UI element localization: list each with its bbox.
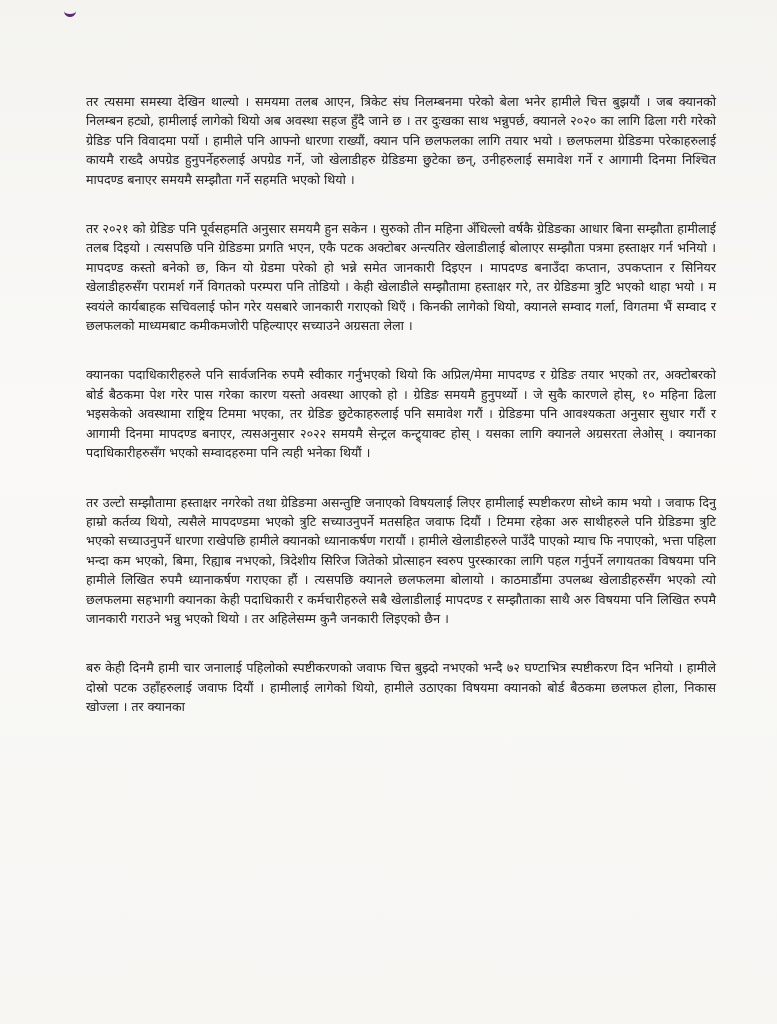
- paragraph-3: क्यानका पदाधिकारीहरुले पनि सार्वजनिक रुपमै स्वीकार गर्नुभएको थियो कि अप्रिल/मेमा मापदण्ड र ग्रेडिङ तयार भएको तर, अक्टोबरको बोर्ड बैठकमा पेश गरेर पास गरेका कारण यस्तो अवस्था आएको हो । ग्रेडिङ समयमै हुनुपर्थ्यो । जे सुकै कारणले होस्, १० महिना ढिला भइसकेको अवस्थामा राष्ट्रिय टिममा भएका, तर ग्रेडिङ छुटेकाहरुलाई पनि समावेश गरौं । ग्रेडिङमा पनि आवश्यकता अनुसार सुधार गरौं र आगामी दिनमा मापदण्ड बनाएर, त्यसअनुसार २०२२ समयमै सेन्ट्रल कन्ट्र्याक्ट होस् । यसका लागि क्यानले अग्रसरता लेओस् । क्यानका पदाधिकारीहरुसँग भएको सम्वादहरुमा पनि त्यही भनेका थियौं ।: [86, 367, 716, 461]
- paragraph-1: तर त्यसमा समस्या देखिन थाल्यो । समयमा तलब आएन, त्रिकेट संघ निलम्बनमा परेको बेला भनेर हामीले चित्त बुझयौं । जब क्यानको निलम्बन हट्यो, हामीलाई लागेको थियो अब अवस्था सहज हुँदै जाने छ । तर दुःखका साथ भन्नुपर्छ, क्यानले २०२० का लागि ढिला गरी गरेको ग्रेडिङ पनि विवादमा पर्यो । हामीले पनि आफ्नो धारणा राख्यौं, क्यान पनि छलफलका लागि तयार भयो । छलफलमा ग्रेडिङमा परेकाहरुलाई कायमै राख्दै अपग्रेड हुनुपर्नेहरुलाई अपग्रेड गर्ने, जो खेलाडीहरु ग्रेडिङमा छुटेका छन्, उनीहरुलाई समावेश गर्ने र आगामी दिनमा निश्चित मापदण्ड बनाएर समयमै सम्झौता गर्ने सहमति भएको थियो ।: [86, 94, 716, 187]
- paragraph-2: तर २०२१ को ग्रेडिङ पनि पूर्वसहमति अनुसार समयमै हुन सकेन । सुरुको तीन महिना अँधिल्लो वर्षकै ग्रेडिङका आधार बिना सम्झौता हामीलाई तलब दिइयो । त्यसपछि पनि ग्रेडिङमा प्रगति भएन, एकै पटक अक्टोबर अन्त्यतिर खेलाडीलाई बोलाएर सम्झौता पत्रमा हस्ताक्षर गर्न भनियो । मापदण्ड कस्तो बनेको छ, किन यो ग्रेडमा परेको हो भन्ने समेत जानकारी दिइएन । मापदण्ड बनाउँदा कप्तान, उपकप्तान र सिनियर खेलाडीहरुसँग परामर्श गर्ने विगतको परम्परा पनि तोडियो । केही खेलाडीले सम्झौतामा हस्ताक्षर गरे, तर ग्रेडिङमा त्रुटि भएको थाहा भयो । म स्वयंले कार्यबाहक सचिवलाई फोन गरेर यसबारे जानकारी गराएको थिएँ । किनकी लागेको थियो, क्यानले सम्वाद गर्ला, विगतमा भैं सम्वाद र छलफलको माध्यमबाट कमीकमजोरी पहिल्याएर सच्याउने अग्रसता लेला ।: [86, 221, 716, 334]
- paragraph-4: तर उल्टो सम्झौतामा हस्ताक्षर नगरेको तथा ग्रेडिङमा असन्तुष्टि जनाएको विषयलाई लिएर हामीलाई स्पष्टीकरण सोध्ने काम भयो । जवाफ दिनु हाम्रो कर्तव्य थियो, त्यसैले मापदण्डमा भएको त्रुटि सच्याउनुपर्ने मतसहित जवाफ दियौं । टिममा रहेका अरु साथीहरुले पनि ग्रेडिङमा त्रुटि भएको सच्याउनुपर्ने धारणा राखेपछि हामीले क्यानको ध्यानाकर्षण गरायौं । हामीले खेलाडीहरुले पाउँदै पाएको म्याच फि नपाएको, भत्ता पहिला भन्दा कम भएको, बिमा, रिह्याब नभएको, त्रिदेशीय सिरिज जितेको प्रोत्साहन स्वरुप पुरस्कारका लागि पहल गर्नुपर्ने लगायतका विषयमा पनि हामीले लिखित रुपमै ध्यानाकर्षण गराएका हौं । त्यसपछि क्यानले छलफलमा बोलायो । काठमाडौंमा उपलब्ध खेलाडीहरुसँग भएको त्यो छलफलमा सहभागी क्यानका केही पदाधिकारी र कर्मचारीहरुले सबै खेलाडीलाई मापदण्ड र सम्झौताका साथै अरु विषयमा पनि लिखित रुपमै जानकारी गराउने भन्नु भएको थियो । तर अहिलेसम्म कुनै जनकारी लिइएको छैन ।: [86, 494, 716, 626]
- paragraph-5: बरु केही दिनमै हामी चार जनालाई पहिलोको स्पष्टीकरणको जवाफ चित्त बुझ्दो नभएको भन्दै ७२ घण्टाभित्र स्पष्टीकरण दिन भनियो । हामीले दोस्रो पटक उहाँहरुलाई जवाफ दियौं । हामीलाई लागेको थियो, हामीले उठाएका विषयमा क्यानको बोर्ड बैठकमा छलफल होला, निकास खोज्ला । तर क्यानका: [86, 660, 716, 715]
- pen-mark: [64, 4, 76, 17]
- body-text: [86, 92, 716, 717]
